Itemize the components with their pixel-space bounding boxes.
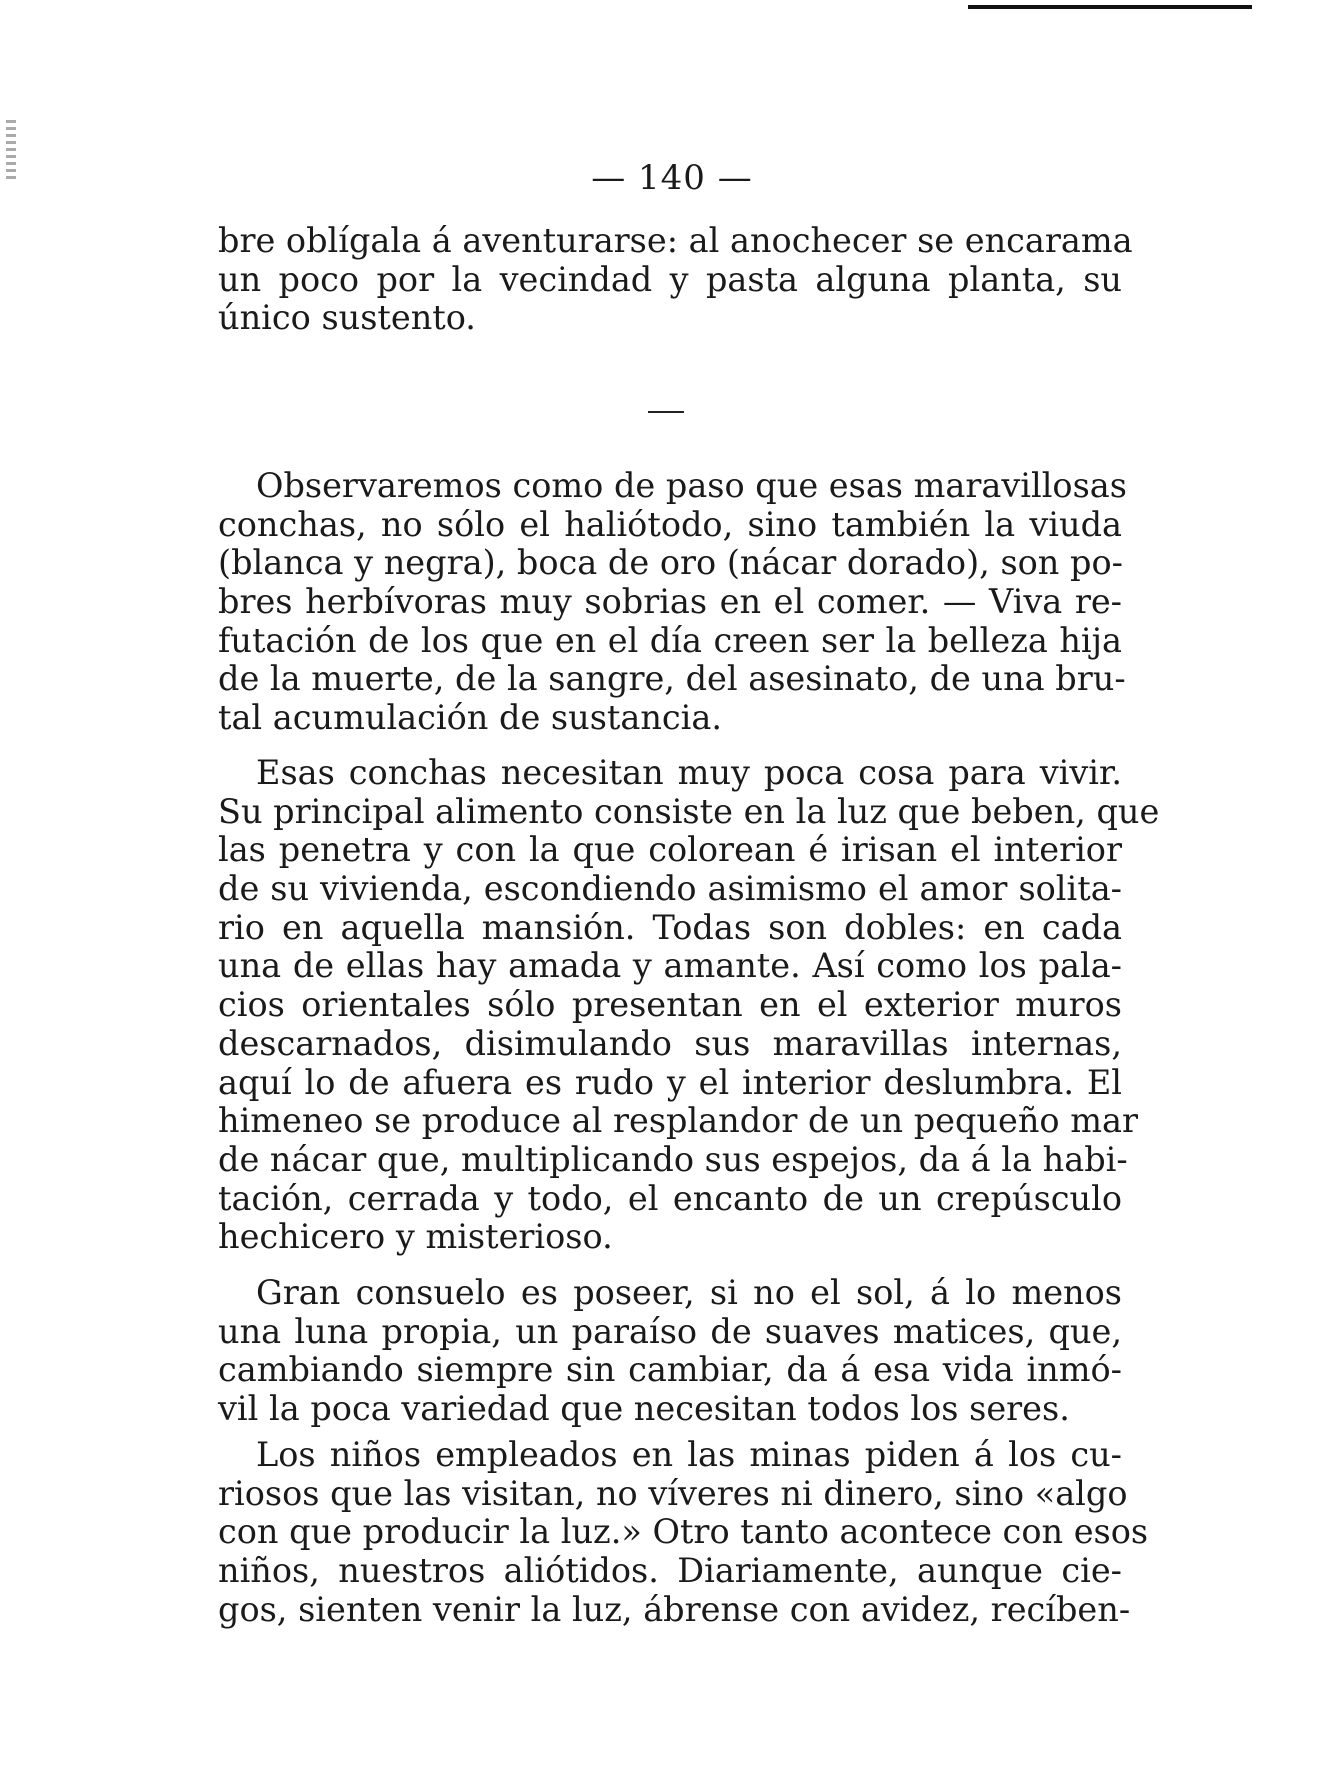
text-line: de nácar que, multiplicando sus espejos, da á la habi- [218, 1139, 1128, 1179]
text-line: con que producir la luz.» Otro tanto acontece con esos [218, 1512, 1149, 1552]
text-line: Esas conchas necesitan muy poca cosa para vivir. [256, 753, 1122, 792]
text-line: aquí lo de afuera es rudo y el interior deslumbra. El [218, 1062, 1122, 1102]
text-line: futación de los que en el día creen ser la belleza hija [218, 620, 1122, 660]
text-line: himeneo se produce al resplandor de un pequeño mar [218, 1101, 1138, 1141]
text-line: un poco por la vecindad y pasta alguna planta, su [218, 259, 1122, 299]
text-line: único sustento. [218, 298, 476, 338]
text-line: de la muerte, de la sangre, del asesinato, de una bru- [218, 659, 1126, 699]
paragraph [218, 753, 1160, 1257]
text-line: rio en aquella mansión. Todas son dobles: en cada [218, 907, 1122, 947]
text-line: tal acumulación de sustancia. [218, 698, 722, 738]
text-line: bres herbívoras muy sobrias en el comer. — Viva re- [218, 582, 1122, 622]
text-line: descarnados, disimulando sus maravillas internas, [218, 1023, 1122, 1063]
paragraph [218, 1435, 1149, 1629]
paragraph-continuation [218, 221, 1133, 338]
text-line: una luna propia, un paraíso de suaves matices, que, [218, 1311, 1122, 1351]
paragraph [218, 466, 1127, 738]
section-divider [648, 411, 684, 413]
text-line: Gran consuelo es poseer, si no el sol, á lo menos [256, 1273, 1122, 1312]
text-line: tación, cerrada y todo, el encanto de un crepúsculo [218, 1178, 1122, 1218]
text-line: las penetra y con la que colorean é irisan el interior [218, 830, 1122, 870]
text-line: cios orientales sólo presentan en el exterior muros [218, 985, 1122, 1025]
text-line: Su principal alimento consiste en la luz que beben, que [218, 791, 1160, 831]
paragraph [218, 1274, 1122, 1429]
text-line: cambiando siempre sin cambiar, da á esa vida inmó- [218, 1350, 1122, 1390]
text-line: vil la poca variedad que necesitan todos los seres. [218, 1389, 1070, 1429]
text-line: bre oblígala á aventurarse: al anochecer se encarama [218, 221, 1133, 260]
text-line: (blanca y negra), boca de oro (nácar dorado), son po- [218, 543, 1123, 583]
text-line: riosos que las visitan, no víveres ni dinero, sino «algo [218, 1473, 1128, 1513]
text-line: una de ellas hay amada y amante. Así como los pala- [218, 946, 1122, 986]
text-line: Observaremos como de paso que esas maravillosas [256, 466, 1127, 505]
text-line: Los niños empleados en las minas piden á los cu- [256, 1435, 1122, 1474]
top-rule [968, 5, 1252, 9]
text-line: gos, sienten venir la luz, ábrense con avidez, recíben- [218, 1589, 1131, 1629]
text-line: niños, nuestros aliótidos. Diariamente, aunque cie- [218, 1551, 1122, 1591]
text-line: conchas, no sólo el haliótodo, sino también la viuda [218, 504, 1122, 544]
text-line: hechicero y misterioso. [218, 1217, 613, 1257]
page-number: — 140 — [591, 158, 753, 198]
text-line: de su vivienda, escondiendo asimismo el amor solita- [218, 869, 1122, 909]
